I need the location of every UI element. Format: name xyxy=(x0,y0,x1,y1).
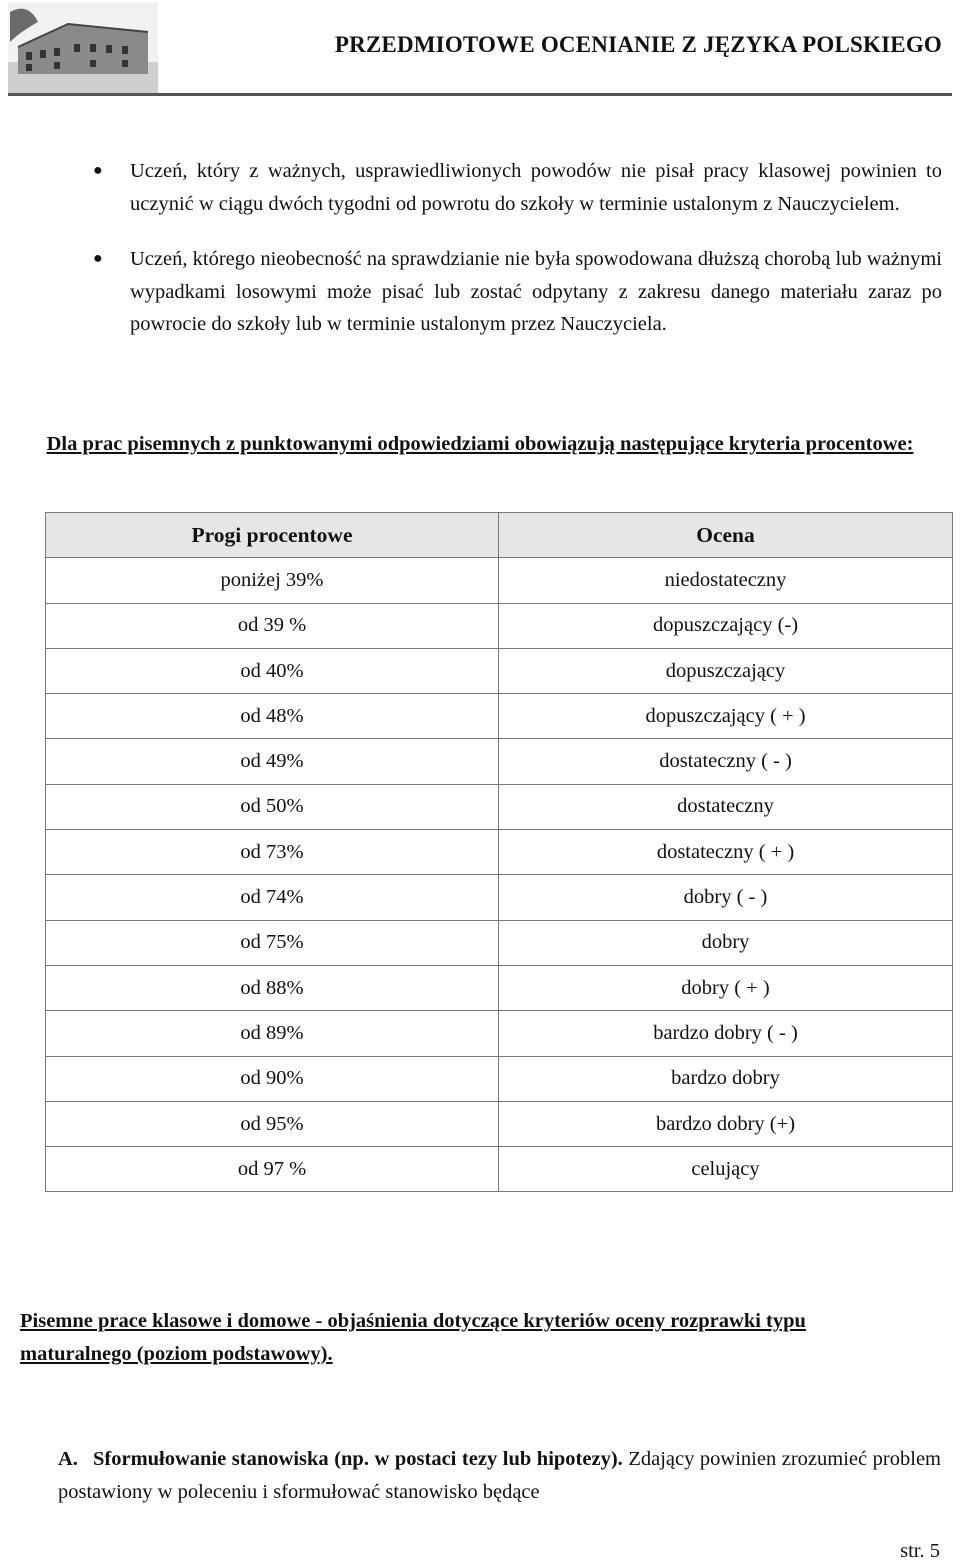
grade-cell: bardzo dobry (+) xyxy=(499,1101,953,1146)
threshold-cell: od 75% xyxy=(46,920,499,965)
bullet-item xyxy=(90,155,942,220)
bullet-text: Uczeń, którego nieobecność na sprawdzianie nie była spowodowana dłuższą chorobą lub ważnymi wypadkami losowymi może pisać lub zostać odpytany z zakresu danego materiału zaraz po powrocie do szkoły lub w terminie ustalonym przez Nauczyciela. xyxy=(130,248,942,335)
criterion-text: Zdający powinien zrozumieć problem postawiony w poleceniu i sformułować stanowisko będące xyxy=(58,1448,941,1503)
table-row xyxy=(46,784,953,829)
school-building-logo-icon xyxy=(8,2,158,94)
bullet-item xyxy=(90,243,942,341)
grade-cell: dostateczny xyxy=(499,784,953,829)
grade-cell: niedostateczny xyxy=(499,558,953,603)
table-row xyxy=(46,558,953,603)
bullet-icon: ● xyxy=(93,250,103,267)
grade-cell: dopuszczający xyxy=(499,648,953,693)
threshold-cell: od 74% xyxy=(46,875,499,920)
header-divider xyxy=(8,93,952,96)
table-row xyxy=(46,1056,953,1101)
threshold-cell: od 40% xyxy=(46,648,499,693)
table-row xyxy=(46,648,953,693)
table-header-row xyxy=(46,513,953,558)
table-row xyxy=(46,694,953,739)
grade-cell: dostateczny ( - ) xyxy=(499,739,953,784)
criteria-heading: Dla prac pisemnych z punktowanymi odpowiedziami obowiązują następujące kryteria procentowe: xyxy=(46,433,914,455)
page-header-title: PRZEDMIOTOWE OCENIANIE Z JĘZYKA POLSKIEGO xyxy=(334,32,942,57)
rules-bullet-list xyxy=(90,155,942,341)
table-row xyxy=(46,1011,953,1056)
table-row xyxy=(46,830,953,875)
threshold-cell: od 73% xyxy=(46,830,499,875)
section-heading: Pisemne prace klasowe i domowe - objaśnienia dotyczące kryteriów oceny rozprawki typu maturalnego (poziom podstawowy). xyxy=(20,1310,806,1365)
table-row xyxy=(46,875,953,920)
threshold-cell: poniżej 39% xyxy=(46,558,499,603)
table-row xyxy=(46,1147,953,1192)
threshold-cell: od 39 % xyxy=(46,603,499,648)
threshold-cell: od 89% xyxy=(46,1011,499,1056)
column-header-thresholds: Progi procentowe xyxy=(46,513,499,558)
page-number: str. 5 xyxy=(900,1540,940,1562)
threshold-cell: od 97 % xyxy=(46,1147,499,1192)
page-header xyxy=(0,0,960,100)
criterion-paragraph xyxy=(58,1443,941,1509)
grade-cell: bardzo dobry xyxy=(499,1056,953,1101)
column-header-grade: Ocena xyxy=(499,513,953,558)
threshold-cell: od 90% xyxy=(46,1056,499,1101)
grade-cell: bardzo dobry ( - ) xyxy=(499,1011,953,1056)
table-row xyxy=(46,603,953,648)
grade-cell: dobry ( - ) xyxy=(499,875,953,920)
list-marker: A. xyxy=(58,1448,78,1470)
table-row xyxy=(46,965,953,1010)
table-row xyxy=(46,920,953,965)
grade-cell: dostateczny ( + ) xyxy=(499,830,953,875)
threshold-cell: od 49% xyxy=(46,739,499,784)
grade-cell: celujący xyxy=(499,1147,953,1192)
bullet-icon: ● xyxy=(93,162,103,179)
threshold-cell: od 88% xyxy=(46,965,499,1010)
table-row xyxy=(46,1101,953,1146)
criterion-lead: Sformułowanie stanowiska (np. w postaci tezy lub hipotezy). xyxy=(93,1448,623,1470)
grade-cell: dobry ( + ) xyxy=(499,965,953,1010)
table-row xyxy=(46,739,953,784)
grade-cell: dopuszczający ( + ) xyxy=(499,694,953,739)
grade-cell: dobry xyxy=(499,920,953,965)
threshold-cell: od 50% xyxy=(46,784,499,829)
grade-cell: dopuszczający (-) xyxy=(499,603,953,648)
grading-table xyxy=(45,512,953,1192)
bullet-text: Uczeń, który z ważnych, usprawiedliwionych powodów nie pisał pracy klasowej powinien to uczynić w ciągu dwóch tygodni od powrotu do szkoły w terminie ustalonym z Nauczycielem. xyxy=(130,160,942,215)
threshold-cell: od 48% xyxy=(46,694,499,739)
threshold-cell: od 95% xyxy=(46,1101,499,1146)
